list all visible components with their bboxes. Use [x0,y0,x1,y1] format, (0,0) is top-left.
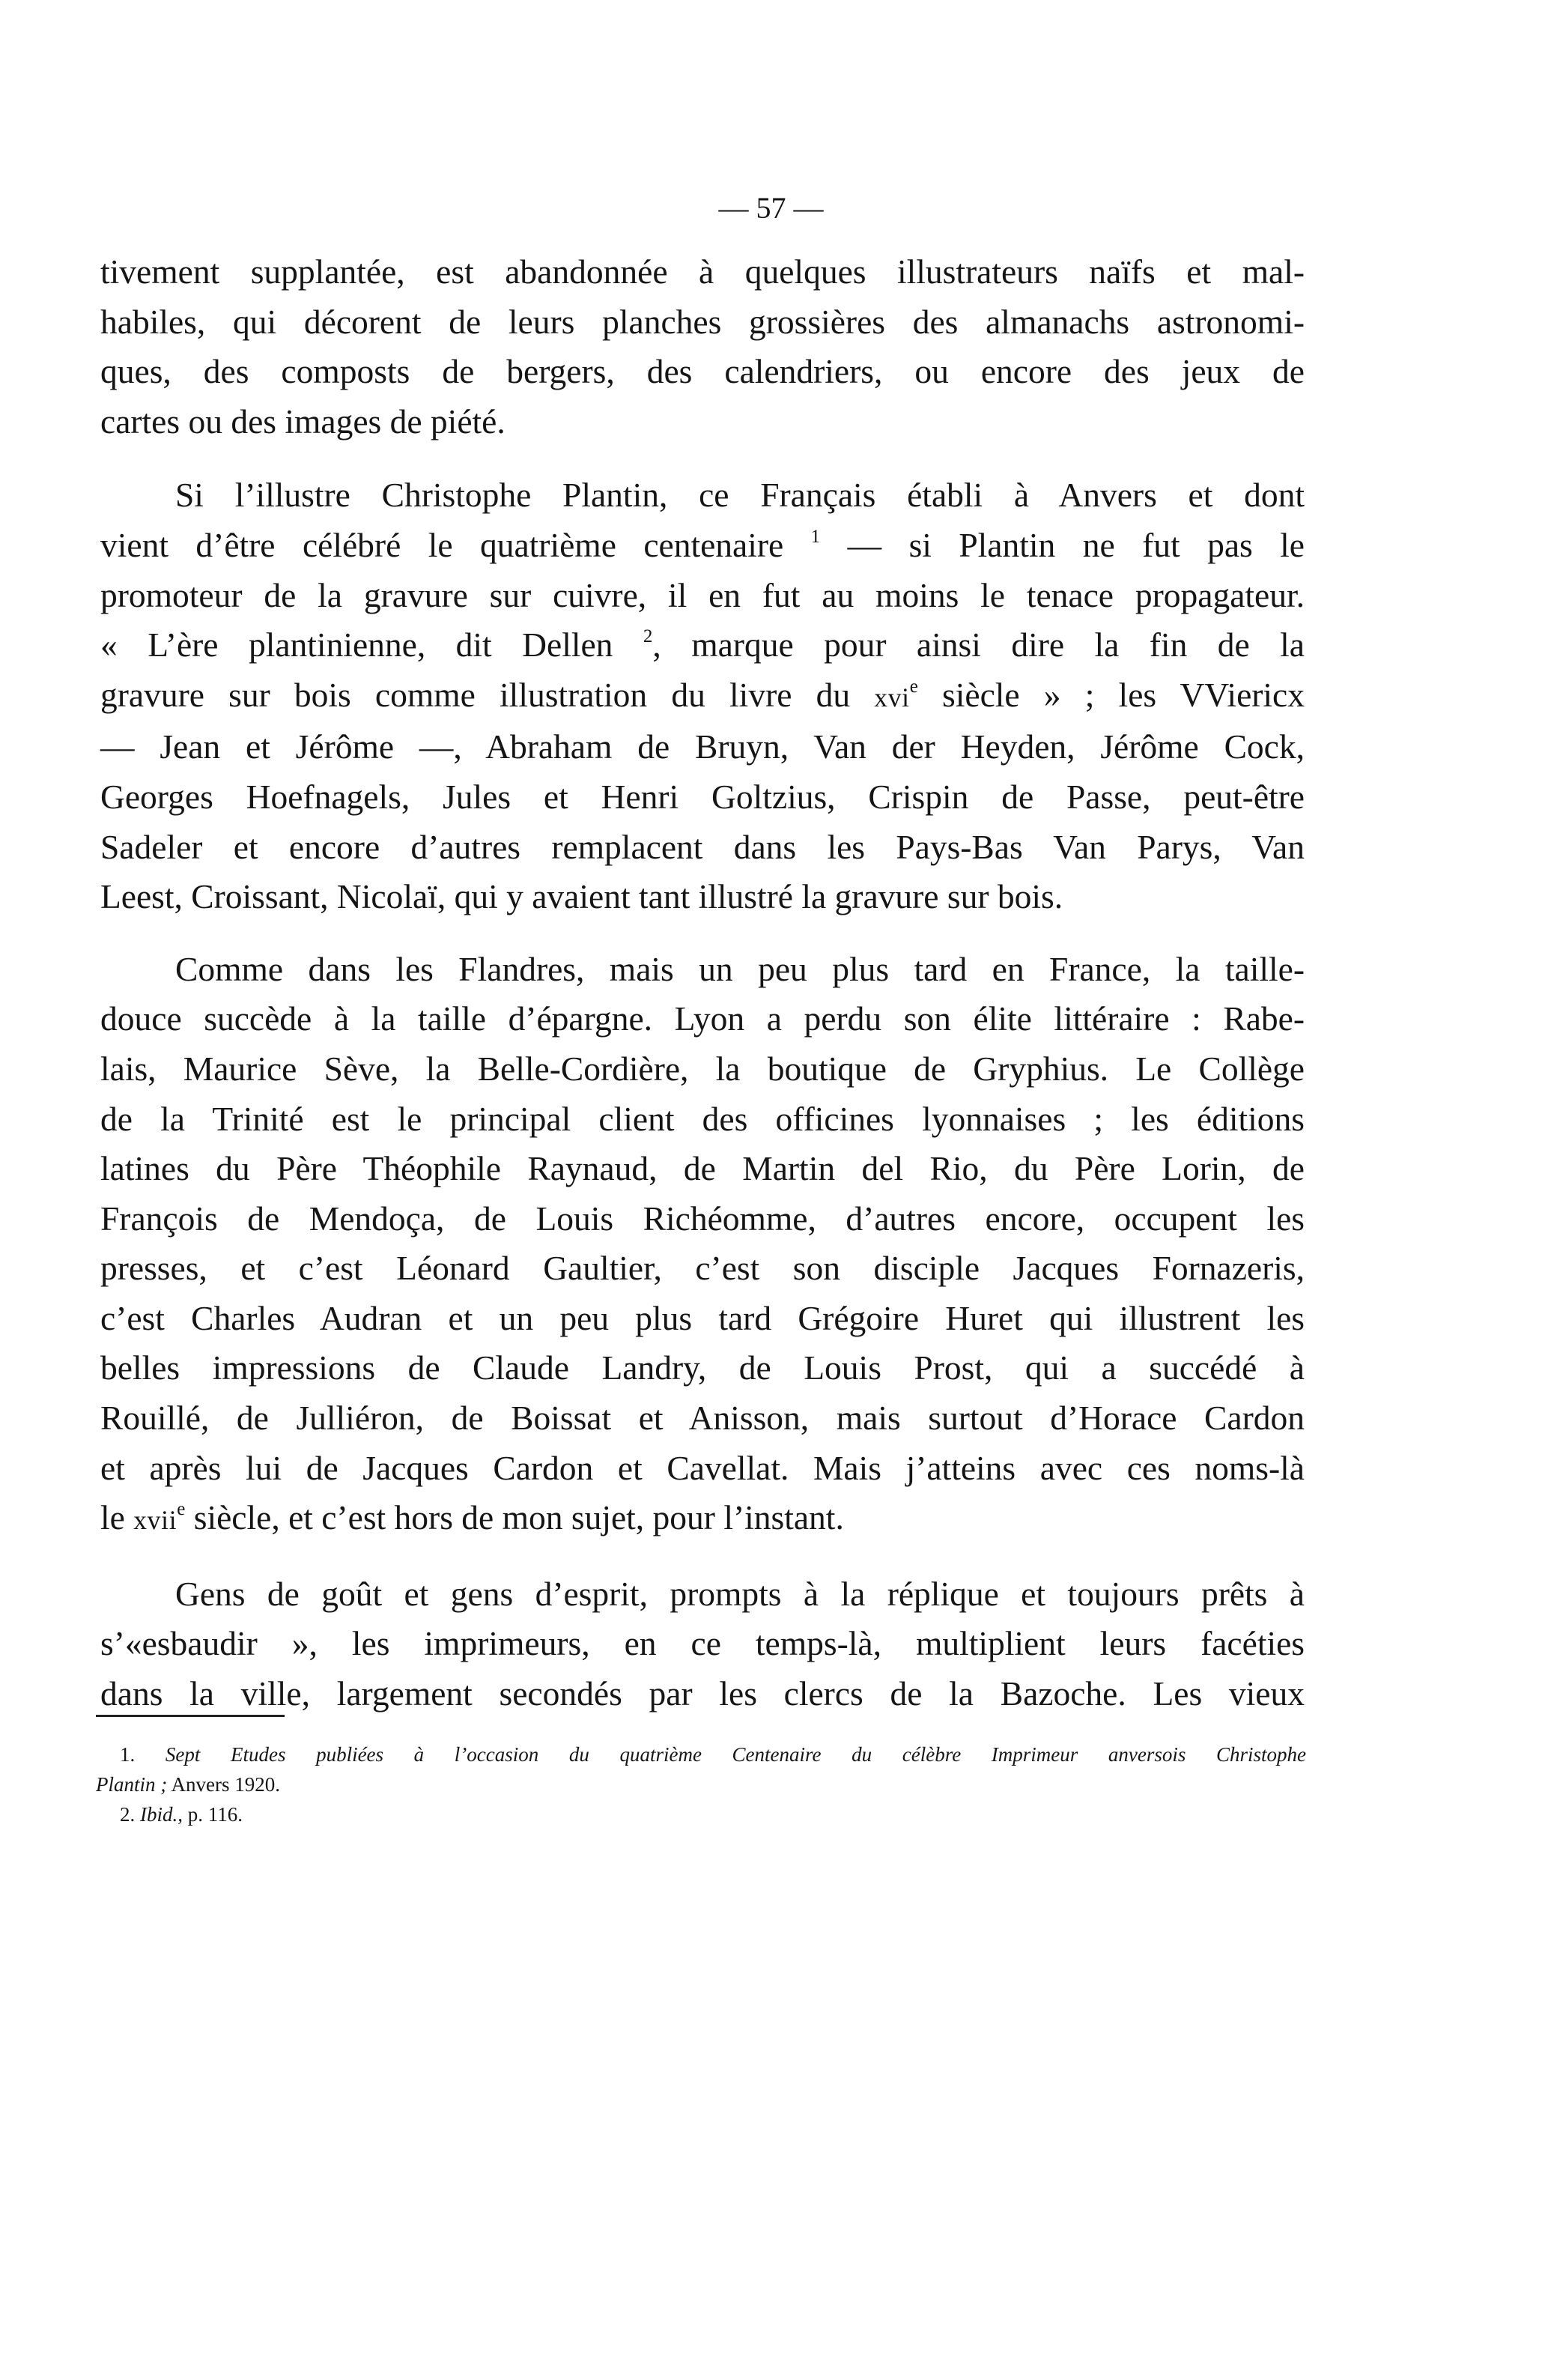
text-line: de la Trinité est le principal client des officines lyonnaises ; les éditions [100,1099,1305,1138]
text-line: vient d’être célébré le quatrième centenaire $^1$ — si Plantin ne fut pas le [100,525,1305,564]
text-line: douce succède à la taille d’épargne. Lyon a perdu son élite littéraire : Rabe- [100,999,1305,1038]
paragraph-3 [100,945,1305,1545]
text-line: Sadeler et encore d’autres remplacent dans les Pays-Bas Van Parys, Van [100,827,1305,866]
text-line: et après lui de Jacques Cardon et Cavellat. Mais j’atteins avec ces noms-là [100,1448,1305,1487]
text-line: — Jean et Jérôme —, Abraham de Bruyn, Van der Heyden, Jérôme Cock, [100,727,1305,766]
footnote-divider [96,1715,285,1717]
text-line: dans la ville, largement secondés par les clercs de la Bazoche. Les vieux [100,1674,1305,1713]
text-line: tivement supplantée, est abandonnée à quelques illustrateurs naïfs et mal- [100,252,1305,291]
text-line: belles impressions de Claude Landry, de Louis Prost, qui a succédé à [100,1348,1305,1387]
footnote-2: 2. Ibid., p. 116. [120,1803,243,1826]
text-line: le xvii$^e$ siècle, et c’est hors de mon sujet, pour l’instant. [100,1498,844,1537]
footnote-1: 1. Sept Etudes publiées à l’occasion du quatrième Centenaire du célèbre Imprimeur anversois Christophe [120,1743,1307,1766]
text-line: Comme dans les Flandres, mais un peu plus tard en France, la taille- [175,949,1305,988]
footnotes [96,1739,1306,1829]
text-line: habiles, qui décorent de leurs planches grossières des almanachs astronomi- [100,302,1305,341]
paragraph-2 [100,470,1305,921]
text-line: s’«esbaudir », les imprimeurs, en ce temps-là, multiplient leurs facéties [100,1624,1305,1663]
page-number: — 57 — [718,191,824,225]
text-line: cartes ou des images de piété. [100,402,506,440]
text-line: Georges Hoefnagels, Jules et Henri Goltzius, Crispin de Passe, peut-être [100,777,1305,816]
text-line: ques, des composts de bergers, des calendriers, ou encore des jeux de [100,352,1305,391]
text-line: François de Mendoça, de Louis Richéomme, d’autres encore, occupent les [100,1199,1305,1238]
text-line: Si l’illustre Christophe Plantin, ce Français établi à Anvers et dont [175,476,1305,515]
text-line: Leest, Croissant, Nicolaï, qui y avaient tant illustré la gravure sur bois. [100,877,1063,916]
paragraph-4 [100,1569,1305,1719]
footnote-1-continuation: Plantin ; Anvers 1920. [96,1773,280,1796]
paragraph-1 [100,247,1305,446]
footnote-ref-1: 1 [810,527,821,548]
body-text [100,247,1305,1719]
text-line: Gens de goût et gens d’esprit, prompts à la réplique et toujours prêts à [175,1574,1305,1613]
text-line: gravure sur bois comme illustration du livre du xvi$^e$ siècle » ; les VViericx [100,675,1305,714]
text-line: c’est Charles Audran et un peu plus tard Grégoire Huret qui illustrent les [100,1298,1305,1337]
text-line: presses, et c’est Léonard Gaultier, c’est son disciple Jacques Fornazeris, [100,1249,1305,1288]
text-line: Rouillé, de Julliéron, de Boissat et Anisson, mais surtout d’Horace Cardon [100,1399,1305,1438]
text-line: latines du Père Théophile Raynaud, de Martin del Rio, du Père Lorin, de [100,1149,1305,1188]
footnote-ref-2: 2 [643,626,653,647]
text-line: lais, Maurice Sève, la Belle-Cordière, la boutique de Gryphius. Le Collège [100,1049,1305,1088]
text-line: promoteur de la gravure sur cuivre, il en fut au moins le tenace propagateur. [100,575,1305,614]
text-line: « L’ère plantinienne, dit Dellen $^2$, marque pour ainsi dire la fin de la [100,626,1305,664]
